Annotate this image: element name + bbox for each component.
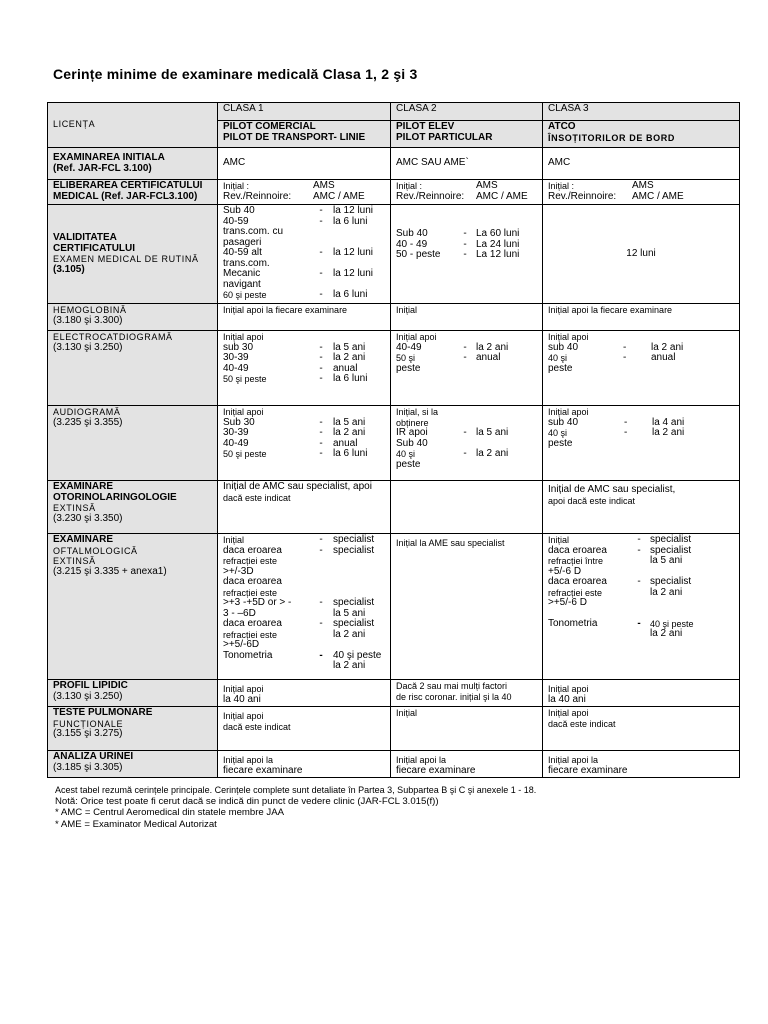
validity-c2-line: 40 - 49 - La 24 luni bbox=[396, 238, 520, 250]
ecg-c1: Inițial apoi sub 30 - la 5 ani 30-39 - la 2 ani 40-49 - anual 50 şi peste - la 6 luni bbox=[218, 331, 391, 406]
ecg-c2-line: peste bbox=[396, 362, 421, 374]
ecg-c3: Inițial apoi sub 40 - la 2 ani 40 şi - anual peste bbox=[543, 331, 740, 406]
lipid-label: PROFIL LIPIDIC (3.130 şi 3.250) bbox=[48, 680, 218, 707]
row-audiogram bbox=[48, 406, 740, 481]
initial-exam-c2: AMC SAU AME` bbox=[391, 148, 543, 180]
row-ecg bbox=[48, 331, 740, 406]
footnote-summary: Acest tabel rezumă cerințele principale. Cerințele complete sunt detaliate în Partea 3, Subpartea B şi C şi anexele 1 - 18. bbox=[55, 785, 537, 795]
ophthalmo-c3-line: daca eroarea - specialist bbox=[548, 576, 692, 587]
footnote-note: Notă: Orice test poate fi cerut dacă se indică din punct de vedere clinic (JAR-FCL 3.015(f)) bbox=[55, 796, 439, 808]
ent-c3: Inițial de AMC sau specialist, apoi dacă este indicat bbox=[543, 481, 740, 534]
ophthalmo-c2: Inițial la AME sau specialist bbox=[391, 534, 543, 680]
ophthalmo-c1-line: daca eroarea - specialist bbox=[223, 544, 375, 556]
ophthalmo-c1-line: 3 - –6D la 5 ani bbox=[223, 607, 366, 619]
row-ent bbox=[48, 481, 740, 534]
validity-c3: 12 luni bbox=[543, 205, 740, 304]
hemoglobin-c1: Inițial apoi la fiecare examinare bbox=[218, 304, 391, 331]
urine-c3: Inițial apoi la fiecare examinare bbox=[543, 751, 740, 778]
licence-header: LICENȚA bbox=[48, 103, 218, 148]
audiogram-c3-line: 40 şi - la 2 ani bbox=[548, 427, 685, 438]
class1-licences: PILOT COMERCIAL PILOT DE TRANSPORT- LINIE bbox=[218, 121, 391, 148]
urine-label: ANALIZA URINEI (3.185 şi 3.305) bbox=[48, 751, 218, 778]
lipid-c3: Inițial apoi la 40 ani bbox=[543, 680, 740, 707]
ecg-label: ELECTROCATDIOGRAMĂ (3.130 şi 3.250) bbox=[48, 331, 218, 406]
ecg-c2: Inițial apoi 40-49 - la 2 ani 50 şi - anual peste bbox=[391, 331, 543, 406]
validity-c1-line: Sub 40 - la 12 luni bbox=[223, 205, 374, 216]
row-initial-exam bbox=[48, 148, 740, 180]
ophthalmo-c1-line: >+3 -+5D or > - - specialist bbox=[223, 597, 375, 608]
ophthalmo-c3 bbox=[543, 534, 740, 680]
hemoglobin-label: HEMOGLOBINĂ (3.180 şi 3.300) bbox=[48, 304, 218, 331]
validity-c2 bbox=[391, 205, 543, 304]
pulmonary-c3: Inițial apoi dacă este indicat bbox=[543, 707, 740, 751]
validity-c1-line: trans.com. cu bbox=[223, 226, 284, 237]
validity-c1-line: 40-59 - la 6 luni bbox=[223, 215, 368, 227]
ophthalmo-c3-line: refracției între la 5 ani bbox=[548, 555, 683, 566]
initial-exam-label: EXAMINAREA INITIALA (Ref. JAR-FCL 3.100) bbox=[48, 148, 218, 180]
row-certificate-issue bbox=[48, 180, 740, 205]
ophthalmo-c1-line: refracției este bbox=[223, 556, 278, 566]
requirements-table bbox=[47, 102, 740, 778]
ophthalmo-c1-line: Inițial - specialist bbox=[223, 534, 375, 545]
row-lipid bbox=[48, 680, 740, 707]
ophthalmo-c3-line: daca eroarea - specialist bbox=[548, 544, 692, 556]
audiogram-c2-line: IR apoi - la 5 ani bbox=[396, 427, 509, 438]
footnote-ame: * AME = Examinator Medical Autorizat bbox=[55, 818, 217, 830]
class3-licences: ATCO ÎNSOȚITORILOR DE BORD bbox=[543, 121, 740, 148]
ophthalmo-c3-line: Inițial - specialist bbox=[548, 534, 692, 545]
certificate-issue-label: ELIBERAREA CERTIFICATULUI MEDICAL (Ref. JAR-FCL3.100) bbox=[48, 180, 218, 205]
row-urine bbox=[48, 751, 740, 778]
class3-header: CLASA 3 bbox=[543, 103, 740, 121]
audiogram-c1: Inițial apoi Sub 30 - la 5 ani 30-39 - la 2 ani 40-49 - anual 50 şi peste - la 6 luni bbox=[218, 406, 391, 481]
validity-c1-line: pasageri bbox=[223, 236, 262, 248]
audiogram-c2-line: peste bbox=[396, 458, 421, 470]
footnotes bbox=[55, 785, 536, 830]
audiogram-c2-line: 40 şi - la 2 ani bbox=[396, 448, 509, 459]
ophthalmo-c3-line: Tonometria - 40 şi peste bbox=[548, 617, 694, 629]
validity-c1-line: Mecanic - la 12 luni bbox=[223, 268, 374, 279]
page-title: Cerințe minime de examinare medicală Clasa 1, 2 şi 3 bbox=[53, 66, 418, 82]
ophthalmo-c1-line: Tonometria - 40 şi peste bbox=[223, 649, 382, 661]
ecg-c1-line: sub 30 - la 5 ani bbox=[223, 341, 366, 353]
header-row-classes bbox=[48, 103, 740, 121]
validity-label: VALIDITATEA CERTIFICATULUI EXAMEN MEDICAL DE RUTINĂ (3.105) bbox=[48, 205, 218, 304]
certificate-issue-c3: Inițial : AMS Rev./Reinnoire: AMC / AME bbox=[543, 180, 740, 205]
ophthalmo-c1-line: daca eroarea bbox=[223, 576, 282, 587]
footnote-amc: * AMC = Centrul Aeromedical din statele membre JAA bbox=[55, 807, 285, 819]
ent-label: EXAMINARE OTORINOLARINGOLOGIE EXTINSĂ (3.230 şi 3.350) bbox=[48, 481, 218, 534]
validity-c1-line: 40-59 alt - la 12 luni bbox=[223, 247, 374, 258]
validity-c2-line: 50 - peste - La 12 luni bbox=[396, 249, 520, 260]
lipid-c2: Dacă 2 sau mai mulți factori de risc coronar. inițial şi la 40 bbox=[391, 680, 543, 707]
pulmonary-label: TESTE PULMONARE FUNCȚIONALE (3.155 şi 3.275) bbox=[48, 707, 218, 751]
ophthalmo-c1-line: refracției este bbox=[223, 587, 278, 598]
ophthalmo-c1-line: refracției este la 2 ani bbox=[223, 628, 366, 640]
class2-licences: PILOT ELEV PILOT PARTICULAR bbox=[391, 121, 543, 148]
audiogram-label: AUDIOGRAMĂ (3.235 şi 3.355) bbox=[48, 406, 218, 481]
ophthalmo-c3-line: >+5/-6 D bbox=[548, 597, 587, 608]
audiogram-c1-line: 30-39 - la 2 ani bbox=[223, 427, 366, 438]
certificate-issue-c2: Inițial : AMS Rev./Reinnoire: AMC / AME bbox=[391, 180, 543, 205]
ent-c2 bbox=[391, 481, 543, 534]
audiogram-c1-line: Sub 30 - la 5 ani bbox=[223, 416, 366, 428]
validity-c1-line: 60 şi peste - la 6 luni bbox=[223, 289, 368, 300]
ophthalmo-c3-line: la 2 ani bbox=[650, 628, 683, 639]
validity-c1 bbox=[218, 205, 391, 304]
validity-c1-line: trans.com. bbox=[223, 257, 270, 269]
ecg-c2-line: 50 şi - anual bbox=[396, 352, 501, 363]
ecg-c3-line: sub 40 - la 2 ani bbox=[548, 341, 684, 353]
ophthalmo-label: EXAMINARE OFTALMOLOGICĂ EXTINSĂ (3.215 şi 3.335 + anexa1) bbox=[48, 534, 218, 680]
hemoglobin-c2: Inițial bbox=[391, 304, 543, 331]
ophthalmo-c1-line: daca eroarea - specialist bbox=[223, 618, 375, 629]
hemoglobin-c3: Inițial apoi la fiecare examinare bbox=[543, 304, 740, 331]
ecg-c1-line: 30-39 - la 2 ani bbox=[223, 352, 366, 363]
initial-exam-c3: AMC bbox=[543, 148, 740, 180]
ophthalmo-c1-line: >+/-3D bbox=[223, 565, 254, 577]
pulmonary-c2: Inițial bbox=[391, 707, 543, 751]
ecg-c1-line: 50 şi peste - la 6 luni bbox=[223, 373, 368, 384]
ophthalmo-c3-line: +5/-6 D bbox=[548, 565, 582, 577]
audiogram-c2: Inițial, si la obținere IR apoi - la 5 ani Sub 40 40 şi - la 2 ani peste bbox=[391, 406, 543, 481]
initial-exam-c1: AMC bbox=[218, 148, 391, 180]
row-pulmonary bbox=[48, 707, 740, 751]
row-validity bbox=[48, 205, 740, 304]
lipid-c1: Inițial apoi la 40 ani bbox=[218, 680, 391, 707]
validity-c1-line: navigant bbox=[223, 278, 261, 290]
audiogram-c2-line: Sub 40 bbox=[396, 437, 428, 449]
ecg-c1-line: 40-49 - anual bbox=[223, 362, 358, 374]
ophthalmo-c3-line: refracției este la 2 ani bbox=[548, 586, 683, 598]
urine-c2: Inițial apoi la fiecare examinare bbox=[391, 751, 543, 778]
urine-c1: Inițial apoi la fiecare examinare bbox=[218, 751, 391, 778]
ecg-c3-line: peste bbox=[548, 362, 573, 374]
ecg-c3-line: 40 şi - anual bbox=[548, 352, 676, 363]
row-ophthalmo bbox=[48, 534, 740, 680]
class2-header: CLASA 2 bbox=[391, 103, 543, 121]
pulmonary-c1: Inițial apoi dacă este indicat bbox=[218, 707, 391, 751]
audiogram-c1-line: 40-49 - anual bbox=[223, 437, 358, 449]
validity-c2-line: Sub 40 - La 60 luni bbox=[396, 228, 520, 239]
ophthalmo-c1 bbox=[218, 534, 391, 680]
audiogram-c1-line: 50 şi peste - la 6 luni bbox=[223, 448, 368, 459]
audiogram-c3-line: peste bbox=[548, 437, 573, 449]
row-hemoglobin bbox=[48, 304, 740, 331]
audiogram-c3: Inițial apoi sub 40 - la 4 ani 40 şi - la 2 ani peste bbox=[543, 406, 740, 481]
audiogram-c3-line: sub 40 - la 4 ani bbox=[548, 416, 685, 428]
certificate-issue-c1: Inițial : AMS Rev./Reinnoire: AMC / AME bbox=[218, 180, 391, 205]
ophthalmo-c1-line: >+5/-6D bbox=[223, 639, 260, 650]
ecg-c2-line: 40-49 - la 2 ani bbox=[396, 341, 509, 353]
ophthalmo-c1-line: la 2 ani bbox=[333, 660, 366, 671]
class1-header: CLASA 1 bbox=[218, 103, 391, 121]
ent-c1: Inițial de AMC sau specialist, apoi dacă este indicat bbox=[218, 481, 391, 534]
